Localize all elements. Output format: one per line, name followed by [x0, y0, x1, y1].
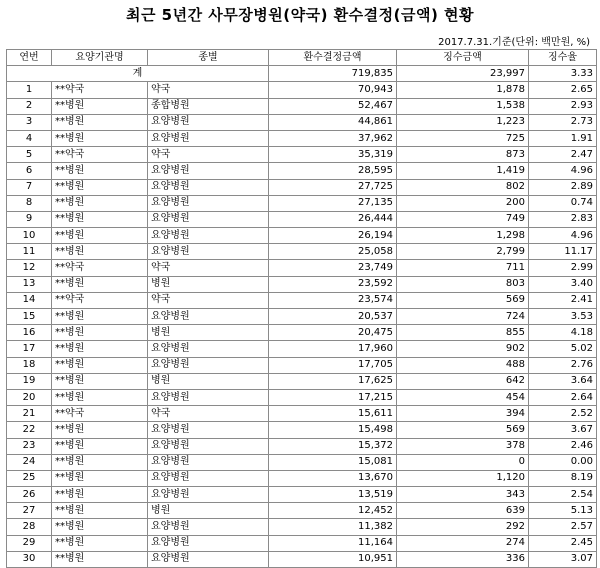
cell-no: 2: [7, 98, 52, 114]
cell-rate: 2.99: [529, 260, 597, 276]
cell-rate: 2.45: [529, 535, 597, 551]
cell-name: **병원: [52, 179, 148, 195]
cell-name: **병원: [52, 341, 148, 357]
cell-rate: 8.19: [529, 470, 597, 486]
cell-decided: 12,452: [269, 503, 397, 519]
table-row: [7, 147, 597, 163]
cell-rate: 2.46: [529, 438, 597, 454]
cell-decided: 25,058: [269, 244, 397, 260]
cell-no: 28: [7, 519, 52, 535]
cell-decided: 15,611: [269, 406, 397, 422]
cell-name: **병원: [52, 357, 148, 373]
cell-rate: 2.76: [529, 357, 597, 373]
table-row: [7, 244, 597, 260]
cell-collected: 1,223: [397, 114, 529, 130]
cell-name: **병원: [52, 276, 148, 292]
cell-collected: 2,799: [397, 244, 529, 260]
cell-collected: 803: [397, 276, 529, 292]
cell-no: 13: [7, 276, 52, 292]
cell-no: 12: [7, 260, 52, 276]
cell-no: 20: [7, 389, 52, 405]
unit-note: 2017.7.31.기준(단위: 백만원, %): [438, 37, 590, 48]
total-decided: 719,835: [269, 66, 397, 82]
cell-name: **병원: [52, 454, 148, 470]
cell-type: 요양병원: [148, 244, 269, 260]
header-name: 요양기관명: [52, 50, 148, 66]
cell-rate: 3.07: [529, 551, 597, 567]
cell-rate: 0.00: [529, 454, 597, 470]
cell-decided: 15,372: [269, 438, 397, 454]
cell-rate: 0.74: [529, 195, 597, 211]
cell-rate: 2.73: [529, 114, 597, 130]
cell-rate: 5.02: [529, 341, 597, 357]
cell-decided: 23,574: [269, 292, 397, 308]
cell-name: **병원: [52, 438, 148, 454]
cell-name: **병원: [52, 244, 148, 260]
cell-name: **병원: [52, 325, 148, 341]
cell-type: 요양병원: [148, 487, 269, 503]
table-row: [7, 454, 597, 470]
cell-collected: 274: [397, 535, 529, 551]
cell-no: 11: [7, 244, 52, 260]
cell-no: 4: [7, 130, 52, 146]
table-row: [7, 325, 597, 341]
cell-type: 약국: [148, 147, 269, 163]
table-row: [7, 503, 597, 519]
cell-collected: 0: [397, 454, 529, 470]
cell-type: 요양병원: [148, 454, 269, 470]
cell-name: **약국: [52, 292, 148, 308]
cell-collected: 725: [397, 130, 529, 146]
cell-type: 요양병원: [148, 438, 269, 454]
cell-no: 6: [7, 163, 52, 179]
cell-type: 요양병원: [148, 422, 269, 438]
cell-name: **병원: [52, 519, 148, 535]
cell-collected: 569: [397, 422, 529, 438]
cell-name: **병원: [52, 114, 148, 130]
header-no: 연번: [7, 50, 52, 66]
table-row: [7, 373, 597, 389]
cell-decided: 11,382: [269, 519, 397, 535]
cell-name: **병원: [52, 98, 148, 114]
cell-rate: 11.17: [529, 244, 597, 260]
cell-decided: 23,592: [269, 276, 397, 292]
cell-type: 요양병원: [148, 551, 269, 567]
cell-type: 요양병원: [148, 389, 269, 405]
cell-type: 병원: [148, 373, 269, 389]
cell-name: **병원: [52, 130, 148, 146]
cell-rate: 2.89: [529, 179, 597, 195]
cell-type: 병원: [148, 276, 269, 292]
table-row: [7, 438, 597, 454]
cell-name: **병원: [52, 211, 148, 227]
cell-decided: 27,135: [269, 195, 397, 211]
recovery-table: [6, 49, 597, 568]
cell-collected: 1,538: [397, 98, 529, 114]
cell-type: 병원: [148, 325, 269, 341]
cell-no: 24: [7, 454, 52, 470]
cell-name: **약국: [52, 260, 148, 276]
cell-no: 5: [7, 147, 52, 163]
cell-collected: 1,120: [397, 470, 529, 486]
cell-rate: 4.96: [529, 163, 597, 179]
cell-no: 21: [7, 406, 52, 422]
cell-decided: 70,943: [269, 82, 397, 98]
cell-decided: 10,951: [269, 551, 397, 567]
cell-collected: 569: [397, 292, 529, 308]
cell-decided: 26,444: [269, 211, 397, 227]
table-row: [7, 130, 597, 146]
cell-type: 요양병원: [148, 470, 269, 486]
cell-rate: 3.64: [529, 373, 597, 389]
table-row: [7, 389, 597, 405]
cell-decided: 13,670: [269, 470, 397, 486]
cell-collected: 749: [397, 211, 529, 227]
cell-decided: 35,319: [269, 147, 397, 163]
cell-no: 27: [7, 503, 52, 519]
cell-collected: 343: [397, 487, 529, 503]
cell-name: **병원: [52, 503, 148, 519]
cell-rate: 2.64: [529, 389, 597, 405]
cell-no: 15: [7, 309, 52, 325]
cell-name: **약국: [52, 147, 148, 163]
cell-name: **병원: [52, 535, 148, 551]
cell-collected: 1,419: [397, 163, 529, 179]
table-row: [7, 82, 597, 98]
cell-type: 요양병원: [148, 309, 269, 325]
cell-decided: 17,625: [269, 373, 397, 389]
cell-type: 요양병원: [148, 357, 269, 373]
table-row: [7, 309, 597, 325]
cell-collected: 1,298: [397, 228, 529, 244]
cell-rate: 2.41: [529, 292, 597, 308]
table-row: [7, 422, 597, 438]
cell-no: 23: [7, 438, 52, 454]
cell-decided: 27,725: [269, 179, 397, 195]
cell-name: **병원: [52, 373, 148, 389]
cell-type: 요양병원: [148, 211, 269, 227]
header-decided: 환수결정금액: [269, 50, 397, 66]
cell-type: 약국: [148, 82, 269, 98]
cell-type: 약국: [148, 260, 269, 276]
cell-collected: 902: [397, 341, 529, 357]
cell-type: 요양병원: [148, 114, 269, 130]
cell-collected: 724: [397, 309, 529, 325]
cell-name: **병원: [52, 195, 148, 211]
cell-type: 약국: [148, 406, 269, 422]
cell-name: **병원: [52, 470, 148, 486]
cell-no: 14: [7, 292, 52, 308]
cell-decided: 28,595: [269, 163, 397, 179]
cell-decided: 52,467: [269, 98, 397, 114]
table-row: [7, 292, 597, 308]
cell-collected: 1,878: [397, 82, 529, 98]
table-row: [7, 211, 597, 227]
cell-type: 요양병원: [148, 228, 269, 244]
cell-type: 요양병원: [148, 519, 269, 535]
cell-collected: 642: [397, 373, 529, 389]
total-row: [7, 66, 597, 82]
cell-no: 30: [7, 551, 52, 567]
cell-decided: 17,705: [269, 357, 397, 373]
cell-rate: 2.83: [529, 211, 597, 227]
cell-name: **병원: [52, 422, 148, 438]
cell-name: **병원: [52, 487, 148, 503]
cell-decided: 44,861: [269, 114, 397, 130]
cell-rate: 3.40: [529, 276, 597, 292]
cell-decided: 20,537: [269, 309, 397, 325]
total-collected: 23,997: [397, 66, 529, 82]
cell-no: 1: [7, 82, 52, 98]
cell-rate: 2.47: [529, 147, 597, 163]
total-label: 계: [7, 66, 269, 82]
cell-rate: 2.54: [529, 487, 597, 503]
cell-name: **병원: [52, 228, 148, 244]
cell-decided: 17,215: [269, 389, 397, 405]
table-row: [7, 519, 597, 535]
header-type: 종별: [148, 50, 269, 66]
cell-no: 16: [7, 325, 52, 341]
cell-name: **병원: [52, 551, 148, 567]
cell-type: 병원: [148, 503, 269, 519]
page-title: 최근 5년간 사무장병원(약국) 환수결정(금액) 현황: [125, 6, 475, 24]
cell-collected: 292: [397, 519, 529, 535]
cell-collected: 488: [397, 357, 529, 373]
table-row: [7, 341, 597, 357]
cell-rate: 1.91: [529, 130, 597, 146]
cell-rate: 5.13: [529, 503, 597, 519]
table-row: [7, 276, 597, 292]
cell-rate: 2.65: [529, 82, 597, 98]
cell-no: 3: [7, 114, 52, 130]
cell-type: 약국: [148, 292, 269, 308]
cell-type: 요양병원: [148, 195, 269, 211]
cell-no: 19: [7, 373, 52, 389]
cell-rate: 3.53: [529, 309, 597, 325]
cell-no: 18: [7, 357, 52, 373]
table-row: [7, 114, 597, 130]
cell-decided: 15,498: [269, 422, 397, 438]
cell-decided: 37,962: [269, 130, 397, 146]
cell-collected: 454: [397, 389, 529, 405]
cell-type: 요양병원: [148, 130, 269, 146]
cell-no: 7: [7, 179, 52, 195]
cell-decided: 17,960: [269, 341, 397, 357]
cell-collected: 639: [397, 503, 529, 519]
header-rate: 징수율: [529, 50, 597, 66]
table-row: [7, 551, 597, 567]
cell-rate: 2.57: [529, 519, 597, 535]
table-row: [7, 535, 597, 551]
cell-decided: 11,164: [269, 535, 397, 551]
table-row: [7, 357, 597, 373]
cell-collected: 855: [397, 325, 529, 341]
table-row: [7, 260, 597, 276]
cell-rate: 2.52: [529, 406, 597, 422]
cell-collected: 336: [397, 551, 529, 567]
table-row: [7, 487, 597, 503]
cell-name: **약국: [52, 82, 148, 98]
cell-no: 10: [7, 228, 52, 244]
cell-rate: 2.93: [529, 98, 597, 114]
cell-rate: 3.67: [529, 422, 597, 438]
cell-collected: 873: [397, 147, 529, 163]
header-collected: 징수금액: [397, 50, 529, 66]
cell-no: 8: [7, 195, 52, 211]
table-row: [7, 470, 597, 486]
table-row: [7, 98, 597, 114]
cell-collected: 200: [397, 195, 529, 211]
cell-rate: 4.18: [529, 325, 597, 341]
cell-rate: 4.96: [529, 228, 597, 244]
cell-no: 9: [7, 211, 52, 227]
cell-no: 25: [7, 470, 52, 486]
cell-name: **병원: [52, 163, 148, 179]
cell-no: 26: [7, 487, 52, 503]
header-row: [7, 50, 597, 66]
cell-type: 종합병원: [148, 98, 269, 114]
cell-decided: 23,749: [269, 260, 397, 276]
cell-type: 요양병원: [148, 535, 269, 551]
cell-name: **병원: [52, 389, 148, 405]
cell-no: 17: [7, 341, 52, 357]
cell-decided: 13,519: [269, 487, 397, 503]
table-row: [7, 163, 597, 179]
table-row: [7, 179, 597, 195]
total-rate: 3.33: [529, 66, 597, 82]
cell-name: **약국: [52, 406, 148, 422]
cell-collected: 378: [397, 438, 529, 454]
cell-name: **병원: [52, 309, 148, 325]
cell-decided: 20,475: [269, 325, 397, 341]
cell-collected: 394: [397, 406, 529, 422]
cell-type: 요양병원: [148, 163, 269, 179]
cell-collected: 802: [397, 179, 529, 195]
cell-decided: 15,081: [269, 454, 397, 470]
cell-collected: 711: [397, 260, 529, 276]
cell-type: 요양병원: [148, 341, 269, 357]
table-row: [7, 228, 597, 244]
table-row: [7, 195, 597, 211]
cell-decided: 26,194: [269, 228, 397, 244]
cell-no: 29: [7, 535, 52, 551]
cell-type: 요양병원: [148, 179, 269, 195]
cell-no: 22: [7, 422, 52, 438]
table-row: [7, 406, 597, 422]
